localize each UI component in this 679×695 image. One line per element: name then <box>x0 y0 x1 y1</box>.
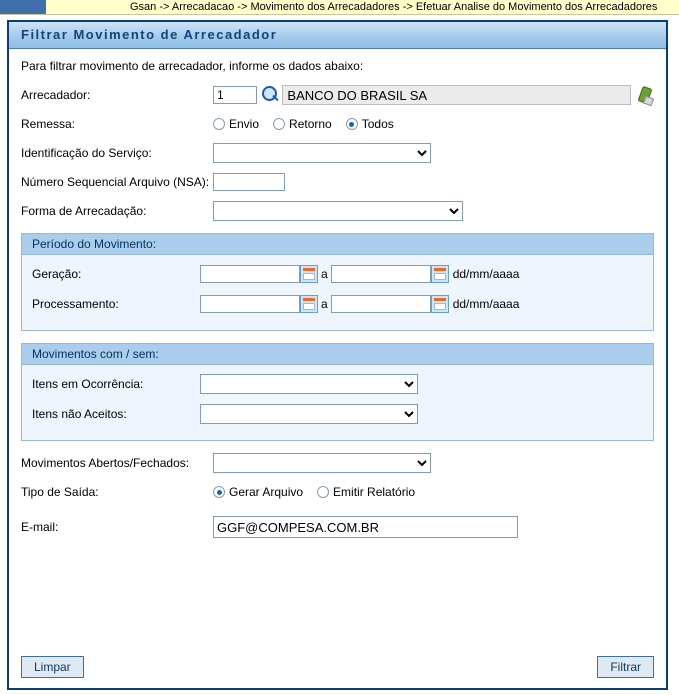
row-identificacao-servico <box>21 143 654 163</box>
row-itens-nao-aceitos <box>32 404 643 424</box>
radio-envio-icon[interactable] <box>213 118 225 130</box>
geracao-label: Geração: <box>32 267 82 281</box>
itens-nao-aceitos-select[interactable] <box>200 404 418 424</box>
row-email <box>21 516 654 538</box>
calendar-icon-processamento-from[interactable] <box>300 295 318 313</box>
row-nsa <box>21 172 654 192</box>
identificacao-servico-select[interactable] <box>213 143 431 163</box>
tipo-saida-option-gerar-arquivo-label: Gerar Arquivo <box>229 485 304 499</box>
processamento-from-input[interactable] <box>200 295 300 313</box>
row-itens-ocorrencia <box>32 374 643 394</box>
identificacao-servico-label: Identificação do Serviço: <box>21 146 152 160</box>
row-forma-arrecadacao <box>21 201 654 221</box>
movimentos-abertos-fechados-label: Movimentos Abertos/Fechados: <box>21 456 190 470</box>
itens-ocorrencia-label: Itens em Ocorrência: <box>32 377 144 391</box>
breadcrumb: Gsan -> Arrecadacao -> Movimento dos Arrecadadores -> Efetuar Analise do Movimento dos Arrecadadores <box>130 1 658 13</box>
processamento-to-input[interactable] <box>331 295 431 313</box>
forma-arrecadacao-label: Forma de Arrecadação: <box>21 204 147 218</box>
remessa-radio-group <box>213 117 408 131</box>
email-label: E-mail: <box>21 520 59 534</box>
processamento-label: Processamento: <box>32 297 119 311</box>
radio-gerar-arquivo-icon[interactable] <box>213 486 225 498</box>
clear-button[interactable]: Limpar <box>21 656 84 678</box>
arrecadador-description: BANCO DO BRASIL SA <box>282 85 630 105</box>
row-remessa <box>21 114 654 134</box>
radio-todos-icon[interactable] <box>346 118 358 130</box>
periodo-movimento-body <box>22 255 653 330</box>
geracao-separator: a <box>321 267 328 281</box>
remessa-label: Remessa: <box>21 117 76 131</box>
movimentos-abertos-fechados-select[interactable] <box>213 453 431 473</box>
arrecadador-code-input[interactable] <box>213 86 257 104</box>
forma-arrecadacao-select[interactable] <box>213 201 463 221</box>
calendar-icon-geracao-from[interactable] <box>300 265 318 283</box>
radio-emitir-relatorio-icon[interactable] <box>317 486 329 498</box>
footer-actions <box>9 656 666 678</box>
remessa-option-todos-label: Todos <box>361 117 394 131</box>
eraser-icon[interactable] <box>637 86 654 104</box>
breadcrumb-tab-accent <box>0 0 46 14</box>
group-periodo-movimento <box>21 233 654 331</box>
panel-body <box>9 49 666 555</box>
remessa-option-todos[interactable] <box>346 117 394 131</box>
row-movimentos-abertos-fechados <box>21 453 654 473</box>
remessa-option-envio[interactable] <box>213 117 259 131</box>
radio-retorno-icon[interactable] <box>273 118 285 130</box>
remessa-option-retorno-label: Retorno <box>289 117 332 131</box>
tipo-saida-option-gerar-arquivo[interactable] <box>213 485 303 499</box>
filter-button[interactable]: Filtrar <box>597 656 654 678</box>
row-geracao <box>32 264 643 284</box>
row-arrecadador <box>21 85 654 105</box>
itens-nao-aceitos-label: Itens não Aceitos: <box>32 407 127 421</box>
magnifier-icon[interactable] <box>261 86 278 104</box>
processamento-separator: a <box>321 297 328 311</box>
calendar-icon-geracao-to[interactable] <box>431 265 449 283</box>
itens-ocorrencia-select[interactable] <box>200 374 418 394</box>
breadcrumb-bar <box>0 0 679 15</box>
tipo-saida-option-emitir-relatorio[interactable] <box>317 485 415 499</box>
row-tipo-saida <box>21 482 654 502</box>
page-title: Filtrar Movimento de Arrecadador <box>9 22 666 49</box>
filter-panel <box>7 20 668 690</box>
group-movimentos-com-sem <box>21 343 654 441</box>
tipo-saida-option-emitir-relatorio-label: Emitir Relatório <box>333 485 416 499</box>
remessa-option-envio-label: Envio <box>229 117 260 131</box>
geracao-from-input[interactable] <box>200 265 300 283</box>
periodo-movimento-title: Período do Movimento: <box>22 234 653 255</box>
arrecadador-label: Arrecadador: <box>21 88 91 102</box>
row-processamento <box>32 294 643 314</box>
calendar-icon-processamento-to[interactable] <box>431 295 449 313</box>
remessa-option-retorno[interactable] <box>273 117 332 131</box>
nsa-input[interactable] <box>213 173 285 191</box>
tipo-saida-label: Tipo de Saída: <box>21 485 99 499</box>
email-input[interactable] <box>213 516 518 538</box>
intro-text: Para filtrar movimento de arrecadador, informe os dados abaixo: <box>21 59 364 73</box>
geracao-to-input[interactable] <box>331 265 431 283</box>
geracao-mask-hint: dd/mm/aaaa <box>452 267 520 281</box>
nsa-label: Número Sequencial Arquivo (NSA): <box>21 175 210 189</box>
tipo-saida-radio-group <box>213 485 429 499</box>
movimentos-com-sem-body <box>22 365 653 440</box>
movimentos-com-sem-title: Movimentos com / sem: <box>22 344 653 365</box>
processamento-mask-hint: dd/mm/aaaa <box>452 297 520 311</box>
